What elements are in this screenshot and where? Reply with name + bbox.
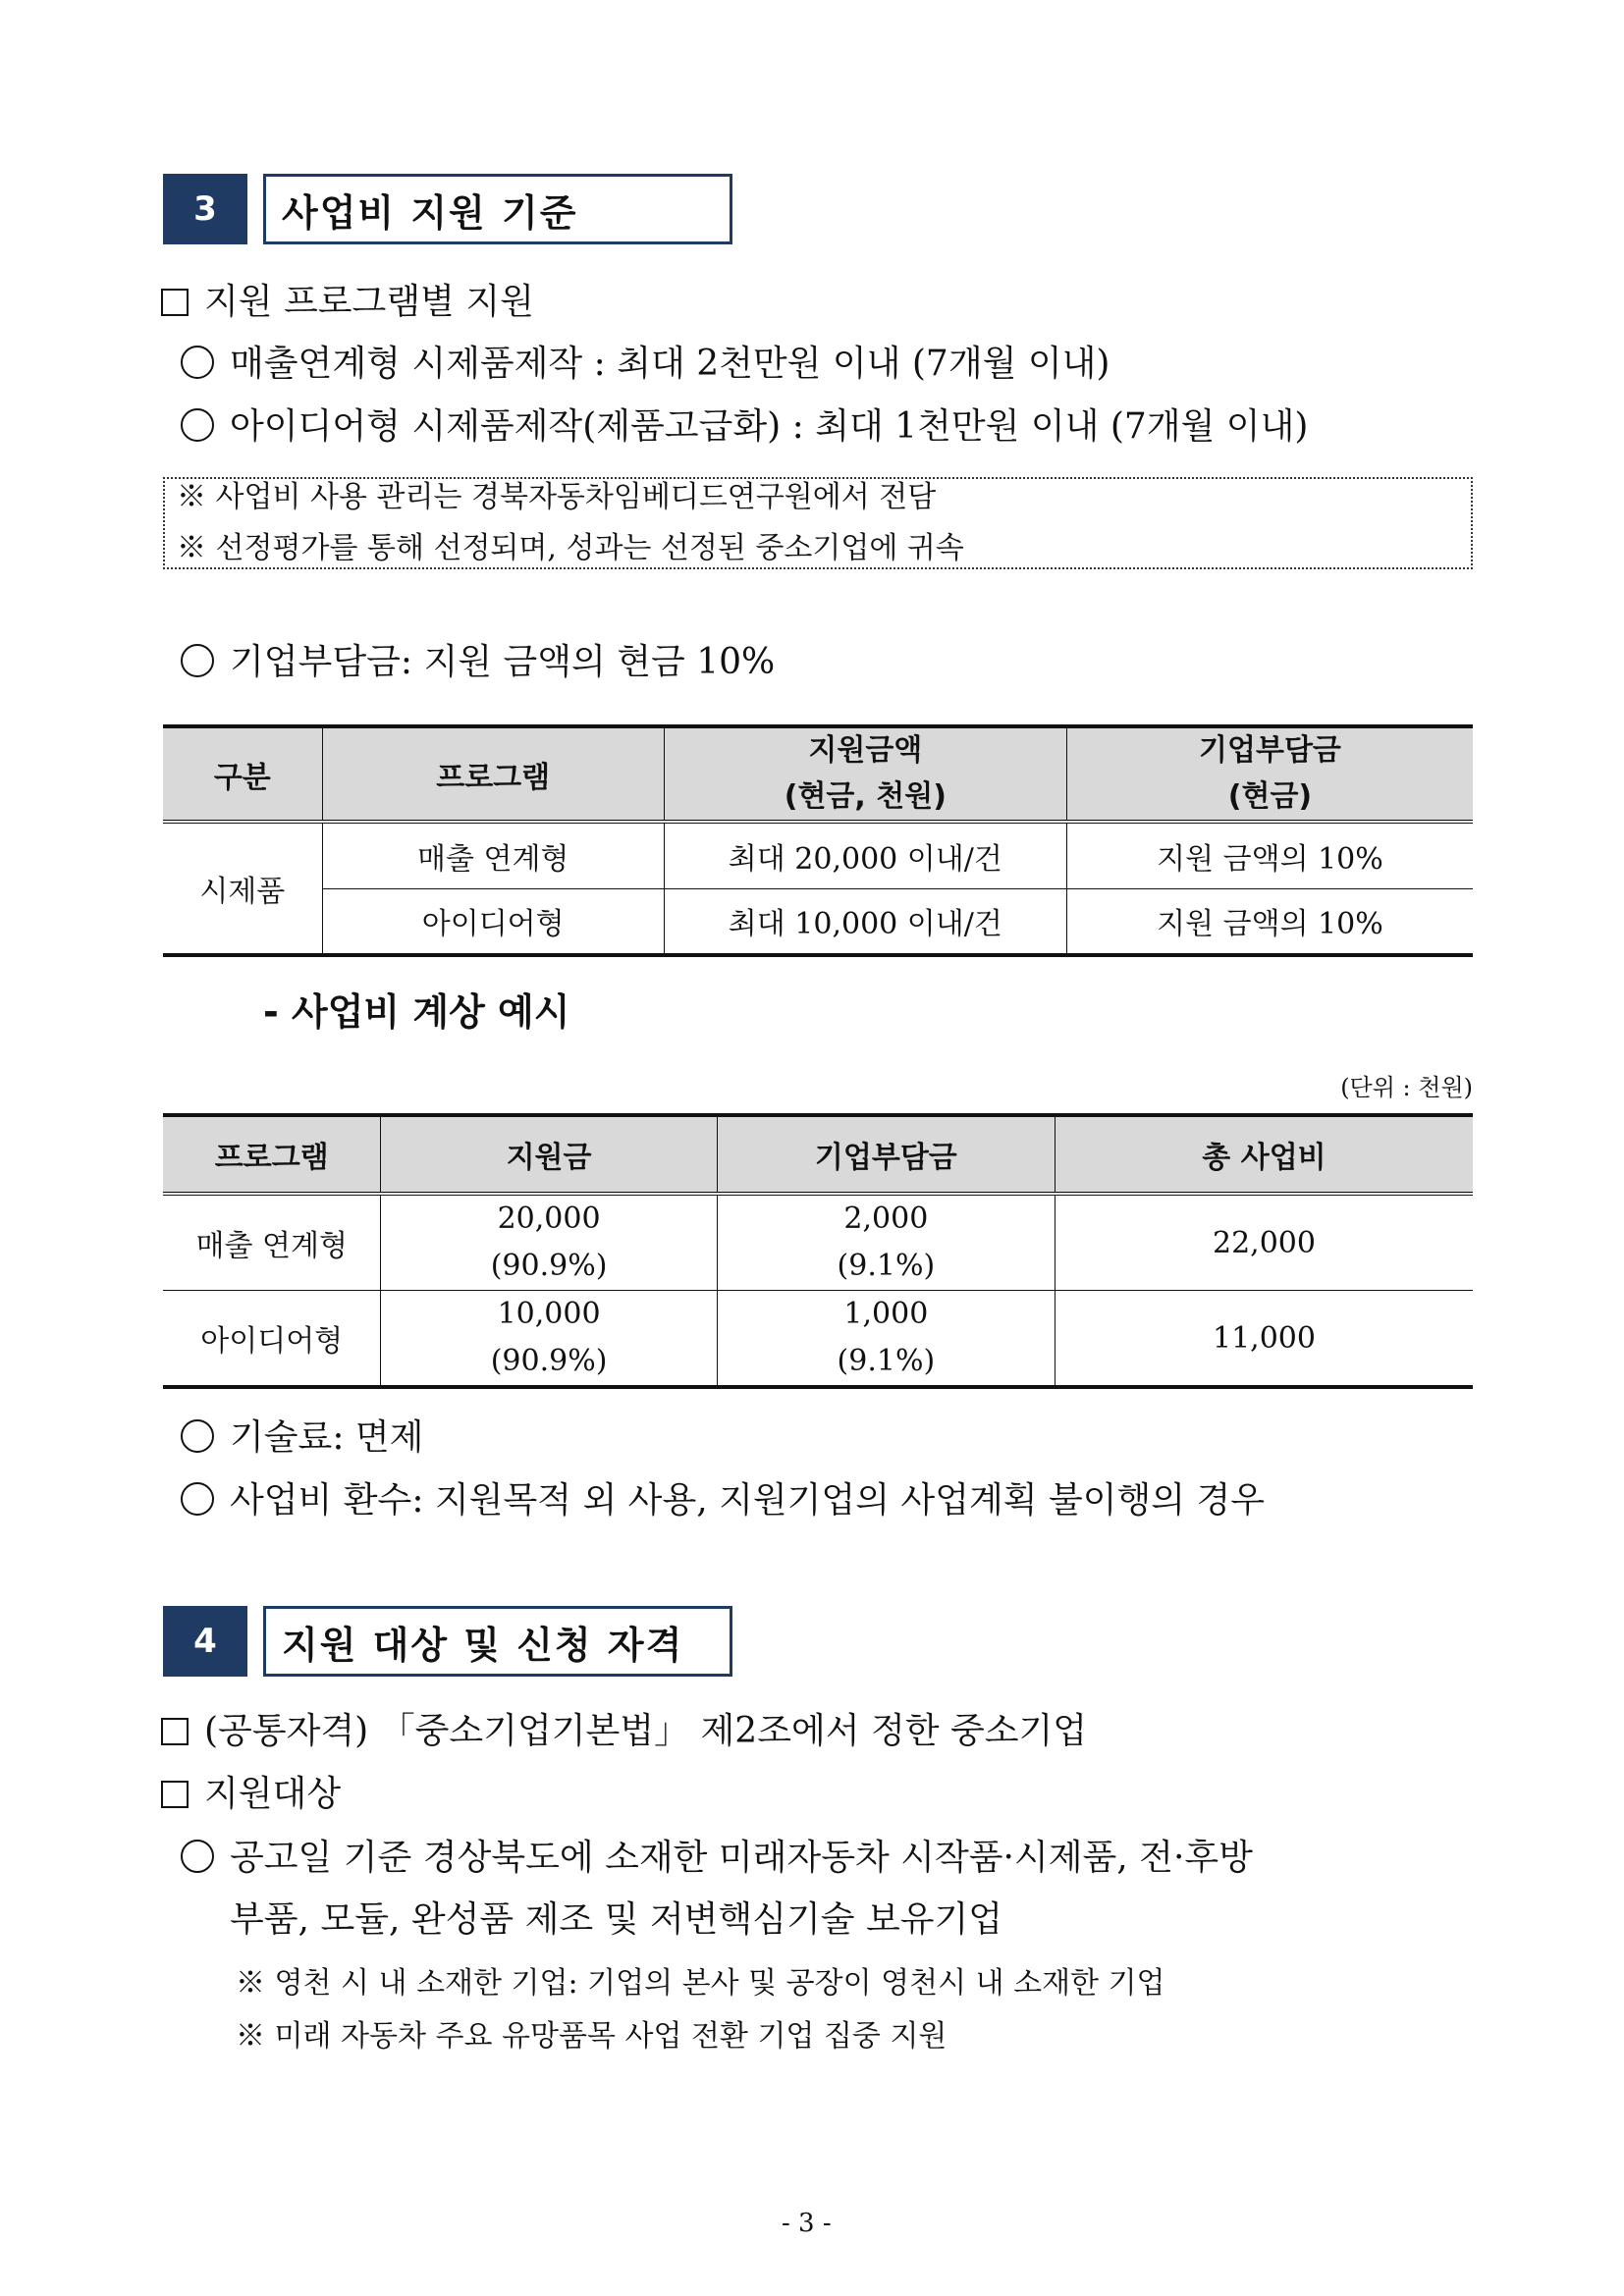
checkbox-heading [161, 1774, 342, 1814]
checkbox-heading [161, 282, 534, 322]
table-cell [381, 1291, 717, 1388]
list-item [181, 1840, 1253, 1876]
heading-text: (공통자격) 「중소기업기본법」 제2조에서 정한 중소기업 [204, 1711, 1088, 1751]
circle-bullet-icon [181, 1419, 214, 1453]
table-header-cell: 총 사업비 [1055, 1115, 1473, 1194]
table-row [163, 822, 1473, 888]
header-line: (현금) [1227, 778, 1313, 814]
table-cell: 22,000 [1055, 1194, 1473, 1291]
section-title: 사업비 지원 기준 [263, 174, 732, 244]
table-header-cell: 지원금 [381, 1115, 717, 1194]
list-item-text: 사업비 환수: 지원목적 외 사용, 지원기업의 사업계획 불이행의 경우 [230, 1480, 1266, 1521]
table-cell: 매출 연계형 [322, 822, 664, 888]
budget-example-table [163, 1113, 1473, 1389]
list-item-text: 기업부담금: 지원 금액의 현금 10% [230, 642, 776, 682]
table-header-cell: 기업부담금 [717, 1115, 1055, 1194]
amount-value: 1,000 [843, 1297, 929, 1331]
circle-bullet-icon [181, 408, 214, 442]
table-cell [381, 1194, 717, 1291]
sub-heading: - 사업비 계상 예시 [263, 990, 570, 1034]
circle-bullet-icon [181, 1482, 214, 1516]
table-cell [717, 1291, 1055, 1388]
table-cell: 최대 20,000 이내/건 [664, 822, 1066, 888]
section-number-badge: 3 [163, 174, 247, 244]
table-cell: 최대 10,000 이내/건 [664, 888, 1066, 955]
table-cell: 지원 금액의 10% [1066, 888, 1473, 955]
table-header-cell: 프로그램 [163, 1115, 381, 1194]
square-bullet-icon [161, 289, 189, 316]
list-item-text: 기술료: 면제 [230, 1417, 424, 1458]
note-text: ※ 사업비 사용 관리는 경북자동차임베디드연구원에서 전담 [177, 480, 937, 514]
heading-text: 지원 프로그램별 지원 [204, 282, 534, 322]
amount-percent: (90.9%) [490, 1249, 608, 1283]
amount-value: 10,000 [497, 1297, 601, 1331]
list-item-text: 매출연계형 시제품제작 : 최대 2천만원 이내 (7개월 이내) [230, 344, 1110, 384]
square-bullet-icon [161, 1718, 189, 1745]
section-title: 지원 대상 및 신청 자격 [263, 1606, 732, 1677]
circle-bullet-icon [181, 346, 214, 379]
circle-bullet-icon [181, 1840, 214, 1873]
category-cell: 시제품 [163, 822, 322, 955]
amount-percent: (9.1%) [837, 1249, 936, 1283]
table-cell: 11,000 [1055, 1291, 1473, 1388]
table-header-cell: 구분 [163, 726, 322, 822]
table-header-cell: 프로그램 [322, 726, 664, 822]
list-item [181, 408, 1308, 445]
table-cell: 지원 금액의 10% [1066, 822, 1473, 888]
note-text: ※ 선정평가를 통해 선정되며, 성과는 선정된 중소기업에 귀속 [177, 531, 964, 565]
table-cell: 매출 연계형 [163, 1194, 381, 1291]
page-number: - 3 - [782, 2209, 832, 2238]
list-item [181, 1482, 1265, 1519]
note-text: ※ 영천 시 내 소재한 기업: 기업의 본사 및 공장이 영천시 내 소재한 기업 [236, 1966, 1165, 2001]
list-item [181, 1419, 423, 1456]
table-cell [717, 1194, 1055, 1291]
table-cell: 아이디어형 [322, 888, 664, 955]
amount-value: 2,000 [843, 1201, 929, 1236]
amount-value: 20,000 [497, 1201, 601, 1236]
amount-percent: (9.1%) [837, 1344, 936, 1378]
table-cell: 아이디어형 [163, 1291, 381, 1388]
square-bullet-icon [161, 1781, 189, 1808]
circle-bullet-icon [181, 644, 214, 677]
header-line: 지원금액 [808, 733, 923, 768]
list-item [181, 346, 1110, 382]
section-number-badge: 4 [163, 1606, 247, 1677]
list-item [181, 644, 775, 680]
table-row [163, 888, 1473, 955]
table-header-cell [664, 726, 1066, 822]
table-row [163, 1194, 1473, 1291]
list-item-text: 공고일 기준 경상북도에 소재한 미래자동차 시작품·시제품, 전·후방 [230, 1838, 1253, 1878]
table-header-cell [1066, 726, 1473, 822]
list-item-text: 아이디어형 시제품제작(제품고급화) : 최대 1천만원 이내 (7개월 이내) [230, 406, 1309, 447]
header-line: (현금, 천원) [784, 778, 947, 814]
heading-text: 지원대상 [204, 1774, 342, 1814]
checkbox-heading [161, 1711, 1088, 1751]
amount-percent: (90.9%) [490, 1344, 608, 1378]
header-line: 기업부담금 [1199, 733, 1341, 768]
support-amount-table [163, 724, 1473, 957]
note-text: ※ 미래 자동차 주요 유망품목 사업 전환 기업 집중 지원 [236, 2019, 947, 2054]
table-row [163, 1291, 1473, 1388]
list-item-continuation: 부품, 모듈, 완성품 제조 및 저변핵심기술 보유기업 [230, 1899, 1003, 1940]
unit-label: (단위 : 천원) [1340, 1074, 1473, 1101]
